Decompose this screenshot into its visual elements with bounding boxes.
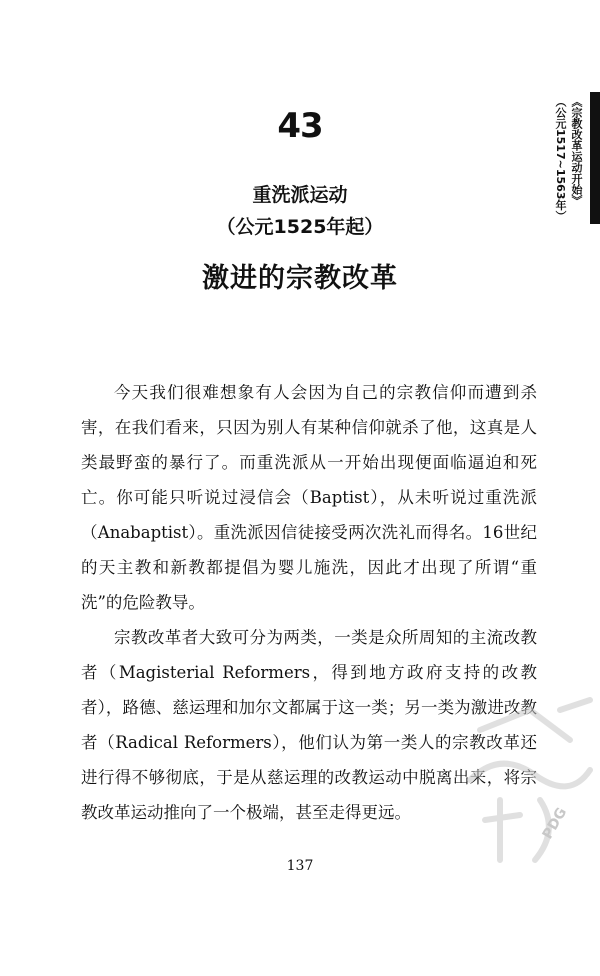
chapter-number: 43 bbox=[277, 106, 323, 146]
side-header-line1: 《宗教改革运动开始》 bbox=[570, 96, 583, 206]
paragraph-1: 今天我们很难想象有人会因为自己的宗教信仰而遭到杀害，在我们看来，只因为别人有某种信仰就杀了他，这真是人类最野蛮的暴行了。而重洗派从一开始出现便面临逼迫和死亡。你可能只听说过浸信会（Baptist），从未听说过重洗派（Anabaptist）。重洗派因信徒接受两次洗礼而得名。16世纪的天主教和新教都提倡为婴儿施洗，因此才出现了所谓“重洗”的危险教导。 bbox=[81, 383, 537, 612]
paragraph-2: 宗教改革者大致可分为两类，一类是众所周知的主流改教者（Magisterial Reformers，得到地方政府支持的改教者），路德、慈运理和加尔文都属于这一类；另一类为激进改教者（Radical Reformers），他们认为第一类人的宗教改革还进行得不够彻底，于是从慈运理的改教运动中脱离出来，将宗教改革运动推向了一个极端，甚至走得更远。 bbox=[81, 628, 537, 822]
chapter-title: 激进的宗教改革 bbox=[202, 263, 398, 294]
page-number: 137 bbox=[286, 858, 314, 874]
chapter-subtitle-line1: 重洗派运动 bbox=[252, 184, 348, 206]
watermark-text: PDG bbox=[539, 805, 571, 842]
side-header-line2: （公元1517~1563年） bbox=[554, 96, 567, 222]
chapter-subtitle-line2: （公元1525年起） bbox=[216, 216, 384, 238]
watermark-stamp bbox=[440, 690, 600, 890]
